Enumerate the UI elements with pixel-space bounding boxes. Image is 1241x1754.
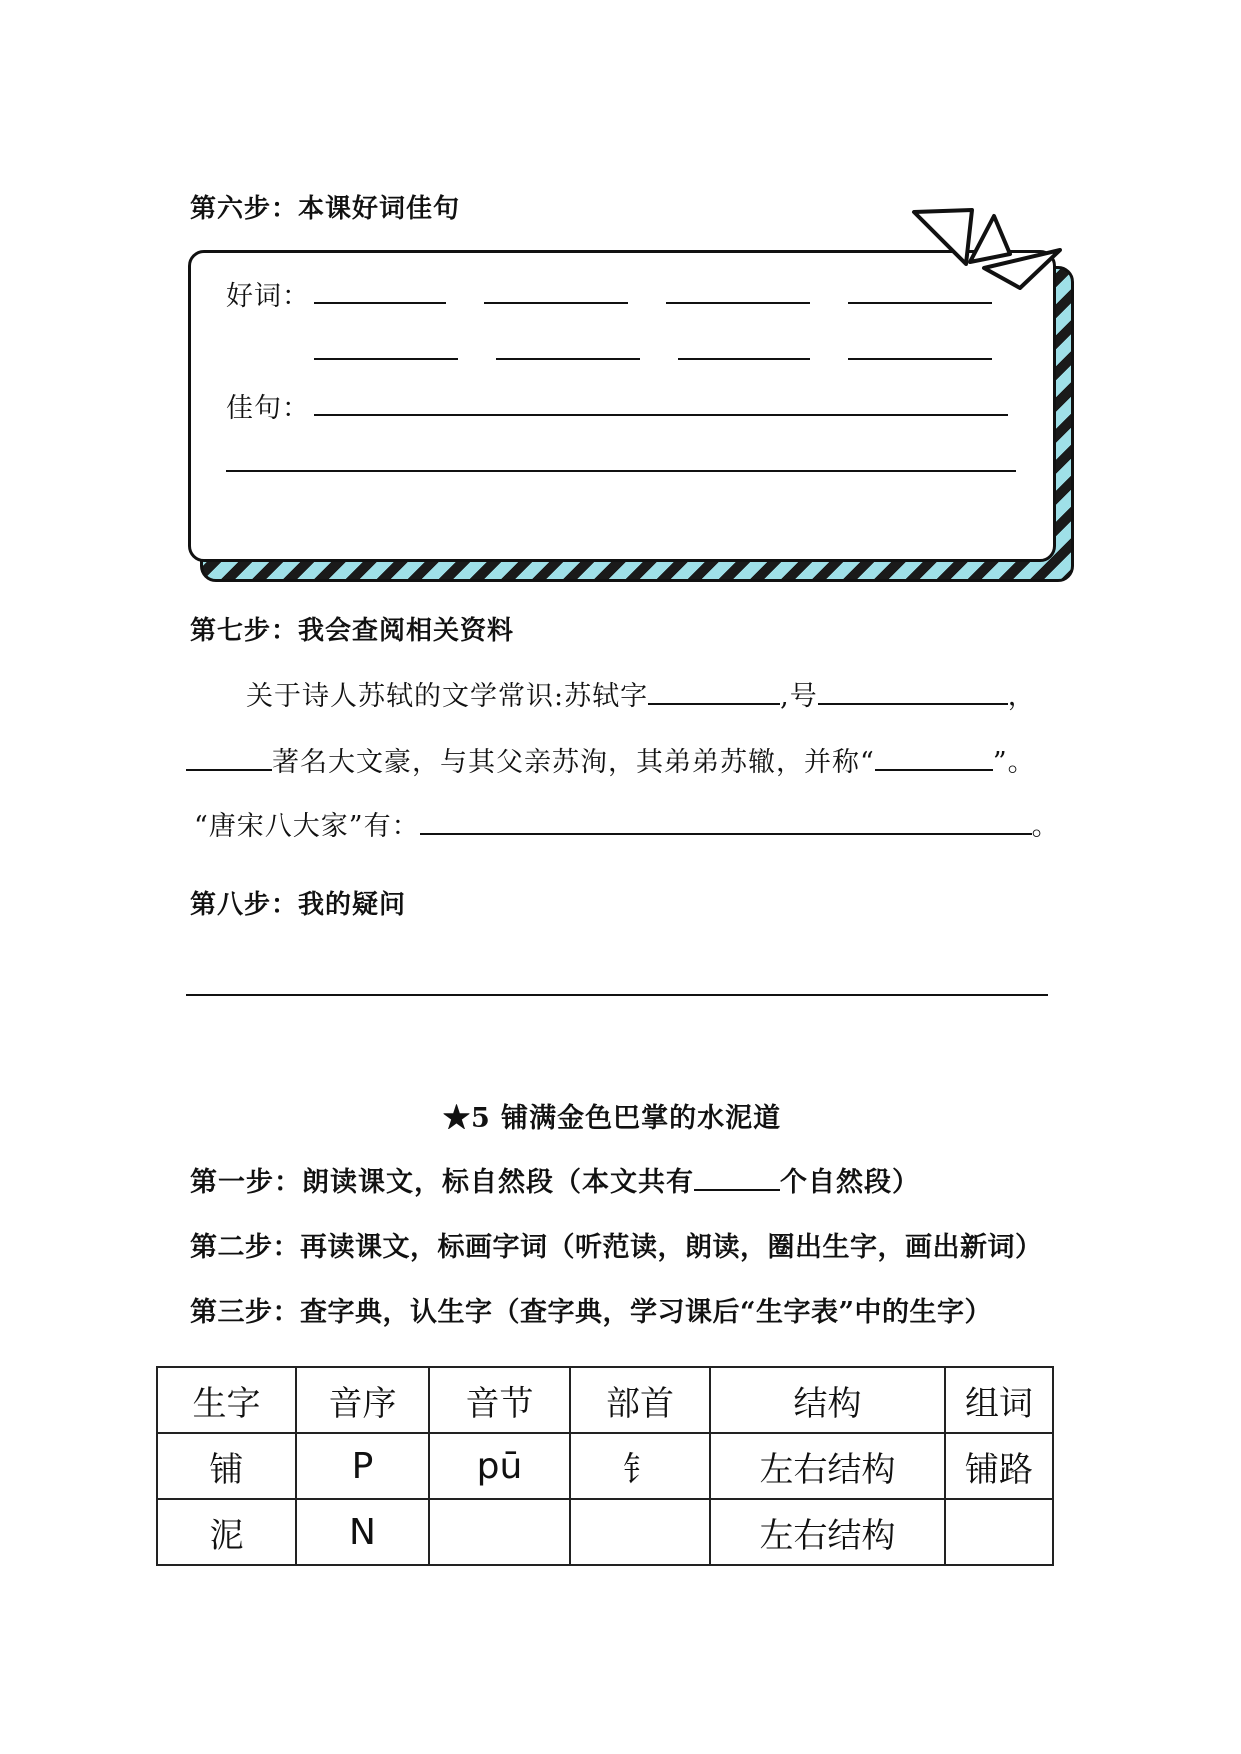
new-characters-table	[156, 1366, 1054, 1566]
good-word-blank-3[interactable]	[666, 302, 810, 304]
dynasty-blank[interactable]	[186, 741, 272, 771]
su-shi-line-1-text-c: ，	[1007, 681, 1036, 712]
table-cell-empty[interactable]	[429, 1499, 570, 1565]
su-shi-line-2	[186, 740, 1036, 779]
good-word-blank-2[interactable]	[484, 302, 628, 304]
paragraph-count-blank[interactable]	[694, 1161, 780, 1191]
table-header-row	[157, 1367, 1053, 1433]
good-sentence-blank-1[interactable]	[314, 414, 1008, 416]
good-sentence-blank-2[interactable]	[226, 470, 1016, 472]
lesson-title: ★5 铺满金色巴掌的水泥道	[443, 1103, 782, 1134]
header-cell: 结构	[710, 1367, 945, 1433]
pseudonym-blank[interactable]	[818, 675, 1008, 705]
good-word-blank-5[interactable]	[314, 358, 458, 360]
lesson-step2: 第二步：再读课文，标画字词（听范读，朗读，圈出生字，画出新词）	[190, 1232, 1043, 1263]
header-cell: 生字	[157, 1367, 296, 1433]
table-cell: N	[296, 1499, 429, 1565]
good-words-label: 好词：	[226, 281, 310, 312]
step8-title: 第八步：我的疑问	[190, 890, 407, 920]
good-word-blank-8[interactable]	[848, 358, 992, 360]
su-shi-line-2-text-b: ”。	[992, 747, 1036, 778]
step7-title: 第七步：我会查阅相关资料	[190, 616, 515, 646]
table-row	[157, 1499, 1053, 1565]
table-cell: 钅	[570, 1433, 710, 1499]
lesson-step1-text-b: 个自然段）	[780, 1167, 920, 1198]
su-shi-line-1-text-a: 关于诗人苏轼的文学常识:苏轼字	[246, 681, 649, 712]
good-word-blank-1[interactable]	[314, 302, 446, 304]
su-shi-line-2-text-a: 著名大文豪，与其父亲苏洵，其弟弟苏辙，并称“	[272, 747, 875, 778]
good-word-blank-6[interactable]	[496, 358, 640, 360]
step6-title: 第六步：本课好词佳句	[190, 194, 461, 224]
lesson-step3: 第三步：查字典，认生字（查字典，学习课后“生字表”中的生字）	[190, 1297, 993, 1328]
table-cell: 左右结构	[710, 1433, 945, 1499]
good-word-blank-4[interactable]	[848, 302, 992, 304]
courtesy-name-blank[interactable]	[648, 675, 780, 705]
header-cell: 音节	[429, 1367, 570, 1433]
table-row	[157, 1433, 1053, 1499]
title-blank[interactable]	[875, 741, 993, 771]
question-blank[interactable]	[186, 994, 1048, 996]
header-cell: 音序	[296, 1367, 429, 1433]
header-cell: 部首	[570, 1367, 710, 1433]
su-shi-line-1-text-b: ,号	[780, 681, 818, 712]
good-words-box	[188, 250, 1056, 562]
lesson-step1-text-a: 第一步：朗读课文，标自然段（本文共有	[190, 1167, 694, 1198]
su-shi-line-3	[194, 804, 1060, 843]
su-shi-line-1	[246, 674, 1036, 713]
table-cell: 铺路	[945, 1433, 1053, 1499]
table-cell-empty[interactable]	[945, 1499, 1053, 1565]
header-cell: 组词	[945, 1367, 1053, 1433]
lesson-step1	[190, 1160, 920, 1199]
table-cell: 左右结构	[710, 1499, 945, 1565]
paper-plane-icon	[910, 204, 1070, 294]
eight-masters-blank[interactable]	[420, 805, 1032, 835]
table-cell-empty[interactable]	[570, 1499, 710, 1565]
table-cell: 铺	[157, 1433, 296, 1499]
good-word-blank-7[interactable]	[678, 358, 810, 360]
table-cell: 泥	[157, 1499, 296, 1565]
su-shi-line-3-text-b: 。	[1031, 811, 1060, 842]
good-sentences-label: 佳句：	[226, 393, 310, 424]
table-cell: P	[296, 1433, 429, 1499]
table-cell: pū	[429, 1433, 570, 1499]
su-shi-line-3-text-a: “唐宋八大家”有：	[194, 811, 420, 842]
